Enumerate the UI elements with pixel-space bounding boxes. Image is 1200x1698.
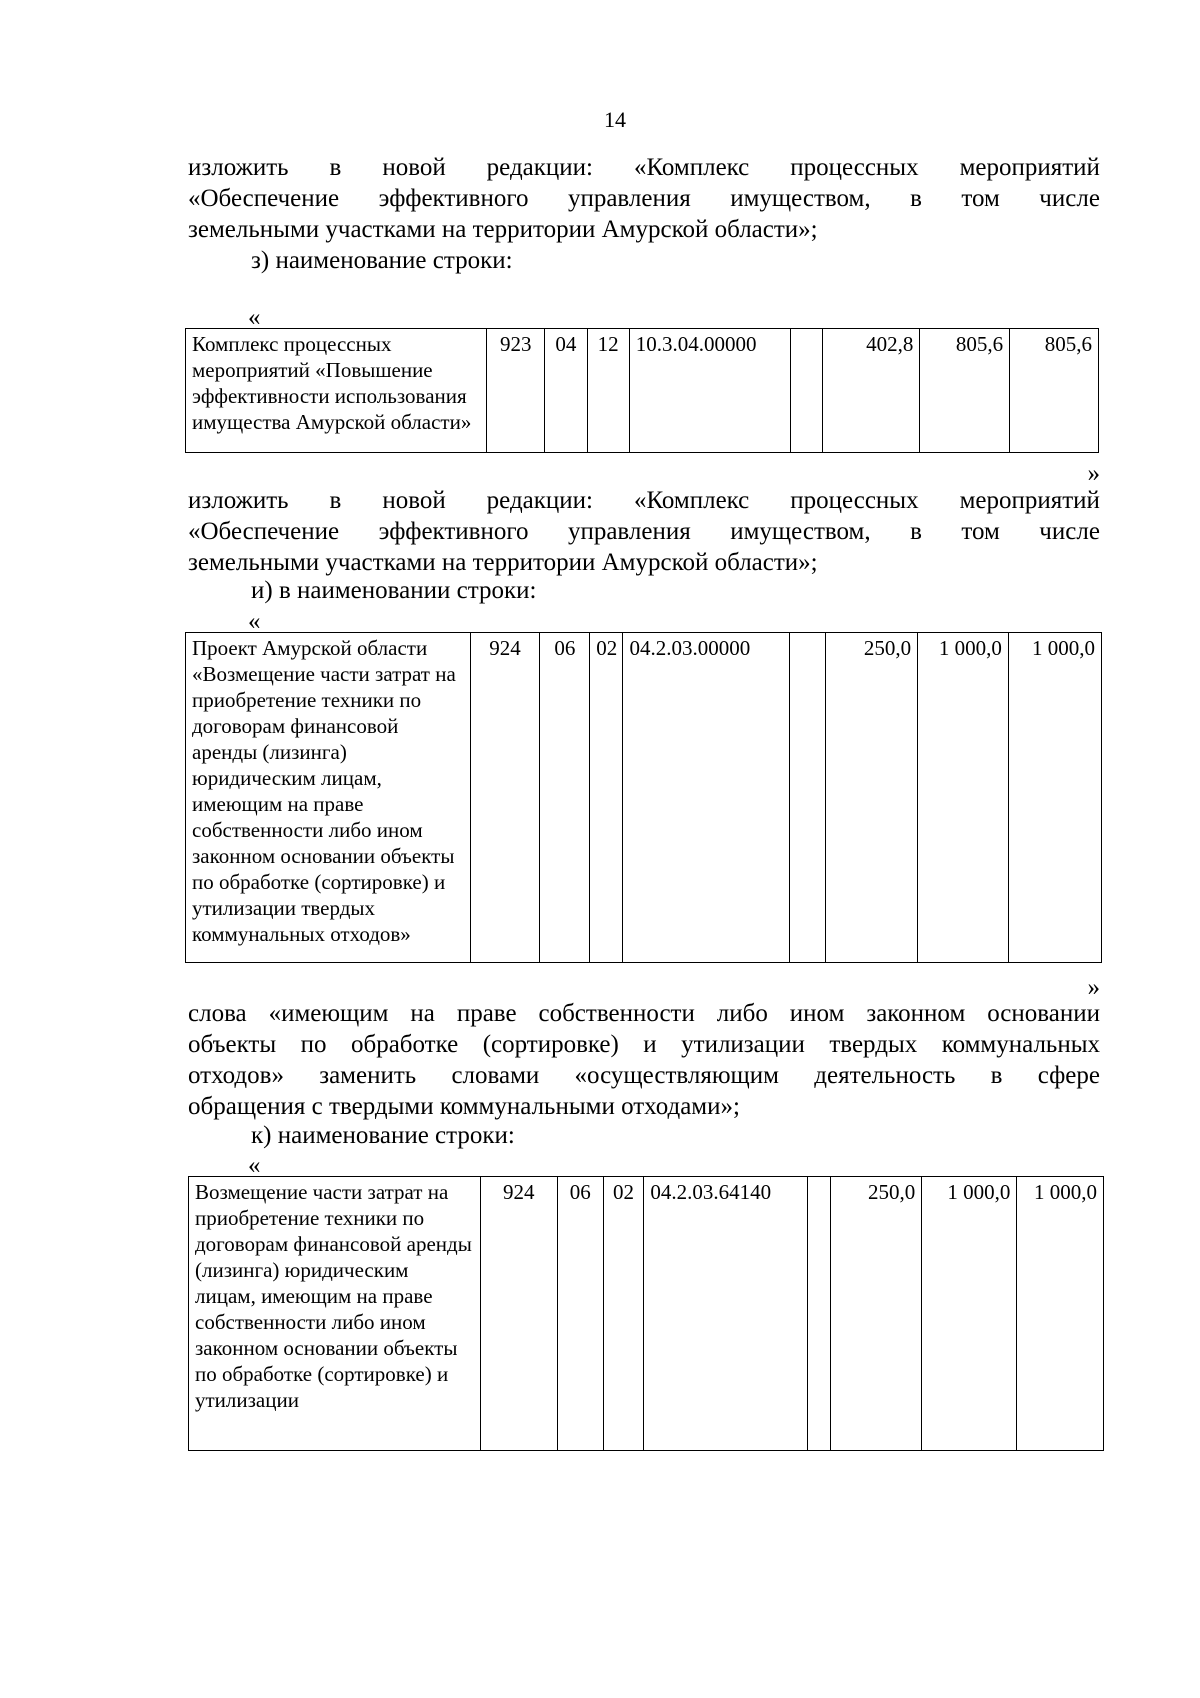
word: числе xyxy=(1039,185,1100,212)
paragraph-3-line-2 xyxy=(188,1029,1100,1060)
quote-open-3: « xyxy=(248,1152,261,1179)
word: праве xyxy=(456,1000,517,1027)
row-2-year-3: 1 000,0 xyxy=(1008,633,1101,963)
word: в xyxy=(990,1062,1003,1089)
word: новой xyxy=(382,487,446,514)
item-k-heading: к) наименование строки: xyxy=(251,1122,515,1149)
word: твердых xyxy=(829,1031,918,1058)
row-1-year-1: 402,8 xyxy=(823,329,920,453)
word: том xyxy=(961,518,1000,545)
paragraph-1-line-2 xyxy=(188,183,1100,214)
word: эффективного xyxy=(378,518,529,545)
word: мероприятий xyxy=(959,154,1100,181)
word: «Обеспечение xyxy=(188,518,340,545)
word: в xyxy=(910,518,922,545)
row-3-gr: 924 xyxy=(480,1177,557,1451)
word: на xyxy=(410,1000,435,1027)
word: основании xyxy=(987,1000,1100,1027)
word: сфере xyxy=(1037,1062,1100,1089)
quote-close-1: » xyxy=(1087,460,1100,487)
table-row-3 xyxy=(188,1176,1104,1451)
row-1-vr xyxy=(791,329,823,453)
row-2-pr: 02 xyxy=(590,633,623,963)
table-row-1 xyxy=(185,328,1099,453)
word: коммунальных xyxy=(941,1031,1100,1058)
word: имуществом, xyxy=(730,185,871,212)
word: изложить xyxy=(188,487,289,514)
row-3-pr: 02 xyxy=(603,1177,644,1451)
row-1-gr: 923 xyxy=(487,329,545,453)
word: имуществом, xyxy=(730,518,871,545)
row-3-csr: 04.2.03.64140 xyxy=(644,1177,808,1451)
row-2-year-1: 250,0 xyxy=(826,633,918,963)
row-1-name: Комплекс процессных мероприятий «Повышение эффективности использования имущества Амурской области» xyxy=(186,329,487,453)
paragraph-2-line-1 xyxy=(188,485,1100,516)
word: и xyxy=(643,1031,657,1058)
row-2-rz: 06 xyxy=(540,633,590,963)
word: «осуществляющим xyxy=(574,1062,779,1089)
word: «Комплекс xyxy=(633,154,750,181)
word: мероприятий xyxy=(959,487,1100,514)
word: процессных xyxy=(790,487,919,514)
paragraph-2-line-2 xyxy=(188,516,1100,547)
word: заменить xyxy=(319,1062,417,1089)
word: деятельность xyxy=(814,1062,956,1089)
row-1-pr: 12 xyxy=(587,329,629,453)
word: в xyxy=(910,185,922,212)
word: управления xyxy=(567,518,691,545)
row-3-name: Возмещение части затрат на приобретение техники по договорам финансовой аренды (лизинга) юридическим лицам, имеющим на праве собственности либо ином законном основании объекты по обработке (сортировке) и утилизации xyxy=(189,1177,481,1451)
quote-open-1: « xyxy=(248,304,261,331)
quote-open-2: « xyxy=(248,608,261,635)
word: (сортировке) xyxy=(482,1031,619,1058)
row-3-year-2: 1 000,0 xyxy=(922,1177,1017,1451)
paragraph-3 xyxy=(188,998,1100,1122)
paragraph-1-line-1 xyxy=(188,152,1100,183)
row-3-year-1: 250,0 xyxy=(831,1177,922,1451)
table-row-2 xyxy=(185,632,1102,963)
word: в xyxy=(329,487,342,514)
word: редакции: xyxy=(486,154,593,181)
row-2-gr: 924 xyxy=(470,633,540,963)
row-1-csr: 10.3.04.00000 xyxy=(629,329,791,453)
word: слова xyxy=(188,1000,247,1027)
word: процессных xyxy=(790,154,919,181)
word: по xyxy=(300,1031,327,1058)
word: обработке xyxy=(350,1031,459,1058)
word: «имеющим xyxy=(268,1000,389,1027)
paragraph-3-line-3 xyxy=(188,1060,1100,1091)
page-number: 14 xyxy=(604,107,626,132)
word: утилизации xyxy=(681,1031,805,1058)
paragraph-3-line-4: обращения с твердыми коммунальными отходами»; xyxy=(188,1093,740,1120)
word: законном xyxy=(866,1000,966,1027)
word: числе xyxy=(1039,518,1100,545)
row-2-vr xyxy=(789,633,826,963)
row-1-year-3: 805,6 xyxy=(1010,329,1099,453)
paragraph-2 xyxy=(188,485,1100,578)
word: отходов» xyxy=(188,1062,284,1089)
quote-close-2: » xyxy=(1087,974,1100,1001)
row-2-name: Проект Амурской области «Возмещение части затрат на приобретение техники по договорам финансовой аренды (лизинга) юридическим лицам, имеющим на праве собственности либо ином законном основании объекты по обработке (сортировке) и утилизации твердых коммунальных отходов» xyxy=(186,633,471,963)
word: редакции: xyxy=(486,487,593,514)
word: изложить xyxy=(188,154,289,181)
row-1-rz: 04 xyxy=(545,329,587,453)
paragraph-2-line-3: земельными участками на территории Амурской области»; xyxy=(188,549,818,576)
word: эффективного xyxy=(378,185,529,212)
paragraph-3-line-1 xyxy=(188,998,1100,1029)
row-1-year-2: 805,6 xyxy=(920,329,1010,453)
word: управления xyxy=(567,185,691,212)
word: в xyxy=(329,154,342,181)
word: том xyxy=(961,185,1000,212)
row-3-year-3: 1 000,0 xyxy=(1017,1177,1104,1451)
row-3-vr xyxy=(807,1177,831,1451)
word: словами xyxy=(451,1062,540,1089)
row-3-rz: 06 xyxy=(557,1177,603,1451)
word: собственности xyxy=(538,1000,695,1027)
item-i-heading: и) в наименовании строки: xyxy=(251,577,537,604)
word: объекты xyxy=(188,1031,277,1058)
row-2-csr: 04.2.03.00000 xyxy=(623,633,789,963)
word: новой xyxy=(382,154,446,181)
word: либо xyxy=(716,1000,768,1027)
word: «Обеспечение xyxy=(188,185,340,212)
word: ином xyxy=(789,1000,845,1027)
paragraph-1-line-3: земельными участками на территории Амурской области»; xyxy=(188,216,818,243)
row-2-year-2: 1 000,0 xyxy=(918,633,1009,963)
paragraph-1 xyxy=(188,152,1100,245)
word: «Комплекс xyxy=(633,487,750,514)
item-z-heading: з) наименование строки: xyxy=(251,247,513,274)
